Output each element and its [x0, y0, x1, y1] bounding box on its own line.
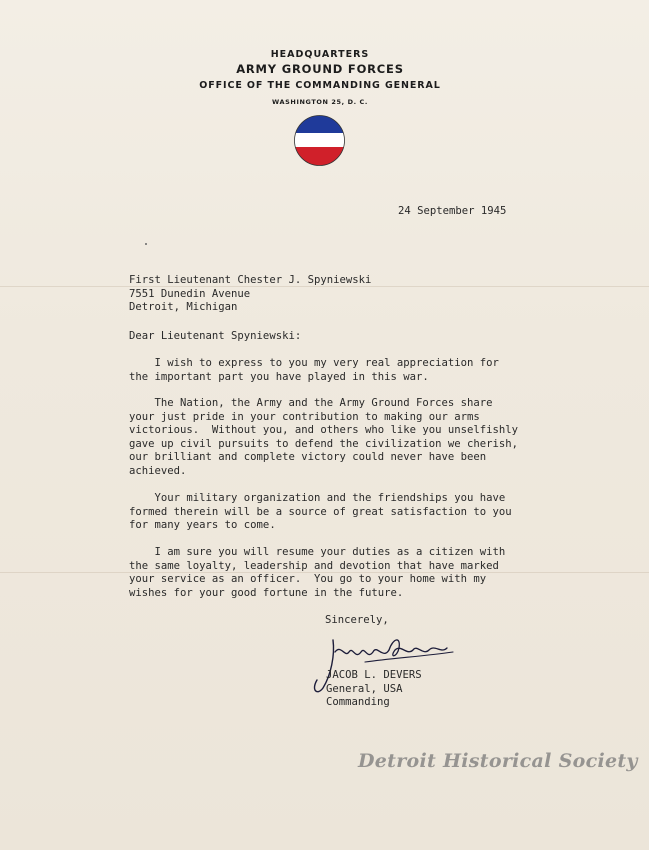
- signature-block: [326, 669, 422, 710]
- paragraph-4: I am sure you will resume your duties as a citizen with the same loyalty, leadership and devotion that have marked your service as an officer. You go to your home with my wishes for your good fortune in the future.: [129, 546, 506, 599]
- letterhead-headquarters: HEADQUARTERS: [270, 49, 370, 60]
- salutation: Dear Lieutenant Spyniewski:: [129, 330, 302, 342]
- closing: Sincerely,: [325, 614, 389, 626]
- paragraph-1: I wish to express to you my very real appreciation for the important part you have played in this war.: [129, 357, 499, 383]
- signer-rank: General, USA: [326, 682, 403, 695]
- watermark-detroit-historical-society: Detroit Historical Society: [358, 750, 638, 772]
- letter-date: 24 September 1945: [398, 205, 507, 217]
- letterhead-office: OFFICE OF THE COMMANDING GENERAL: [199, 80, 441, 91]
- letterhead: [170, 48, 470, 107]
- army-ground-forces-emblem: [293, 114, 346, 167]
- paper-speck: [145, 243, 147, 245]
- recipient-address: [129, 274, 371, 315]
- letterhead-army-ground-forces: ARMY GROUND FORCES: [236, 62, 404, 76]
- recipient-street: 7551 Dunedin Avenue: [129, 287, 251, 300]
- signer-title: Commanding: [326, 696, 390, 708]
- recipient-name: First Lieutenant Chester J. Spyniewski: [129, 274, 372, 286]
- letterhead-address: WASHINGTON 25, D. C.: [272, 98, 368, 106]
- recipient-city: Detroit, Michigan: [129, 301, 238, 313]
- paragraph-3: Your military organization and the friendships you have formed therein will be a source of great satisfaction to you for many years to come.: [129, 492, 512, 531]
- signer-name: JACOB L. DEVERS: [326, 669, 422, 681]
- paragraph-2: The Nation, the Army and the Army Ground Forces share your just pride in your contribution to making our arms victorious. Without you, and others who like you unselfishly gave up civil pursuits to defend the civilization we cherish, our brilliant and complete victory could never have been achieved.: [129, 397, 519, 477]
